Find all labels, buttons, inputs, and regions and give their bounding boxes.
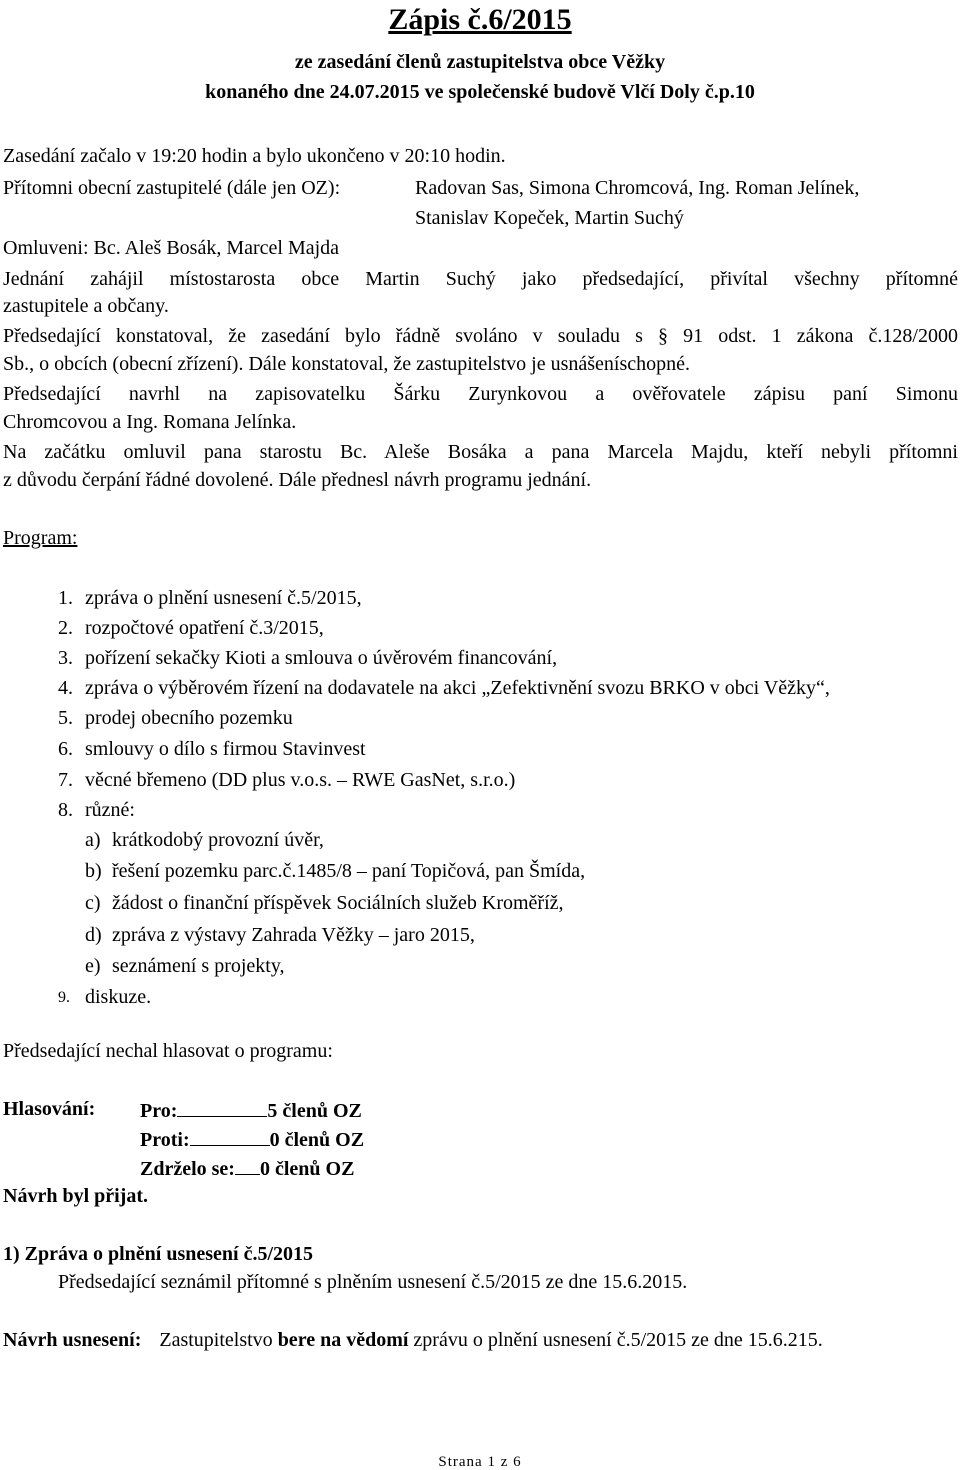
program-item: rozpočtové opatření č.3/2015, [85,617,324,639]
paragraph-opening-line1: Jednání zahájil místostarosta obce Martin Suchý jako předsedající, přivítal všechny přítomné [3,268,958,290]
program-item-number: 4. [58,677,73,699]
resolution-label: Návrh usnesení: [3,1329,142,1351]
present-names-line2: Stanislav Kopeček, Martin Suchý [415,207,684,229]
program-item: smlouvy o dílo s firmou Stavinvest [85,738,366,760]
program-item: pořízení sekačky Kioti a smlouva o úvěrovém financování, [85,647,558,669]
vote-for-blank [177,1099,267,1117]
section1-heading: 1) Zpráva o plnění usnesení č.5/2015 [3,1243,314,1265]
present-label: Přítomni obecní zastupitelé (dále jen OZ): [3,177,341,199]
resolution-row [3,1330,823,1350]
program-item-number: 5. [58,707,73,729]
vote-intro: Předsedající nechal hlasovat o programu: [3,1040,333,1062]
resolution-text-before: Zastupitelstvo [159,1329,273,1351]
program-item: prodej obecního pozemku [85,707,293,729]
section1-text: Předsedající seznámil přítomné s plněním usnesení č.5/2015 ze dne 15.6.2015. [58,1271,688,1293]
program-subitem-letter: c) [85,892,101,914]
page-number: Strana 1 z 6 [438,1454,522,1470]
program-item: zpráva o plnění usnesení č.5/2015, [85,587,362,609]
paragraph-absence-line2: z důvodu čerpání řádné dovolené. Dále přednesl návrh programu jednání. [3,469,592,491]
vote-abstain-label: Zdrželo se: [140,1158,235,1180]
program-item-number: 6. [58,738,73,760]
program-subitem: seznámení s projekty, [112,955,285,977]
program-item-number: 7. [58,769,73,791]
vote-abstain-value: 0 členů OZ [259,1158,355,1180]
program-item-number: 9. [58,989,70,1006]
program-subitem: žádost o finanční příspěvek Sociálních služeb Kroměříž, [112,892,564,914]
vote-abstain-row [140,1157,354,1179]
paragraph-quorum-line1: Předsedající konstatoval, že zasedání bylo řádně svoláno v souladu s § 91 odst. 1 zákona č.128/2000 [3,325,958,347]
paragraph-recorder-line2: Chromcovou a Ing. Romana Jelínka. [3,411,297,433]
program-subitem-letter: d) [85,924,102,946]
paragraph-recorder-line1: Předsedající navrhl na zapisovatelku Šárku Zurynkovou a ověřovatele zápisu paní Simonu [3,383,958,405]
vote-against-value: 0 členů OZ [269,1129,365,1151]
vote-for-row [140,1099,362,1121]
program-item: diskuze. [85,986,152,1008]
vote-abstain-blank [235,1157,260,1175]
vote-against-row [140,1128,364,1150]
document-subtitle-line1: ze zasedání členů zastupitelstva obce Věžky [294,51,666,73]
program-item-number: 2. [58,617,73,639]
vote-label: Hlasování: [3,1098,96,1120]
paragraph-opening-line2: zastupitele a občany. [3,295,169,317]
document-subtitle-line2: konaného dne 24.07.2015 ve společenské budově Vlčí Doly č.p.10 [205,81,755,103]
resolution-text-bold: bere na vědomí [277,1329,409,1351]
resolution-text-after: zprávu o plnění usnesení č.5/2015 ze dne 15.6.215. [413,1329,823,1351]
vote-against-blank [190,1128,270,1146]
meeting-time: Zasedání začalo v 19:20 hodin a bylo ukončeno v 20:10 hodin. [3,145,506,167]
program-item: věcné břemeno (DD plus v.o.s. – RWE GasNet, s.r.o.) [85,769,516,791]
vote-for-value: 5 členů OZ [267,1100,362,1122]
vote-result: Návrh byl přijat. [3,1185,148,1207]
vote-for-label: Pro: [140,1100,178,1122]
program-item: zpráva o výběrovém řízení na dodavatele na akci „Zefektivnění svozu BRKO v obci Věžky“, [85,677,830,699]
program-subitem: zpráva z výstavy Zahrada Věžky – jaro 2015, [112,924,475,946]
excused-members: Omluveni: Bc. Aleš Bosák, Marcel Majda [3,237,340,259]
program-item-number: 1. [58,587,73,609]
program-subitem: krátkodobý provozní úvěr, [112,829,324,851]
program-item-number: 3. [58,647,73,669]
program-item-number: 8. [58,799,73,821]
program-heading: Program: [3,527,78,549]
program-subitem-letter: b) [85,860,102,882]
present-names-line1: Radovan Sas, Simona Chromcová, Ing. Roman Jelínek, [415,177,860,199]
document-title: Zápis č.6/2015 [388,3,572,36]
program-item: různé: [85,799,135,821]
paragraph-absence-line1: Na začátku omluvil pana starostu Bc. Aleše Bosáka a pana Marcela Majdu, kteří nebyli přítomni [3,441,958,463]
program-subitem: řešení pozemku parc.č.1485/8 – paní Topičová, pan Šmída, [112,860,586,882]
program-subitem-letter: e) [85,955,101,977]
paragraph-quorum-line2: Sb., o obcích (obecní zřízení). Dále konstatoval, že zastupitelstvo je usnášeníschopné. [3,353,691,375]
program-subitem-letter: a) [85,829,101,851]
vote-against-label: Proti: [140,1129,190,1151]
